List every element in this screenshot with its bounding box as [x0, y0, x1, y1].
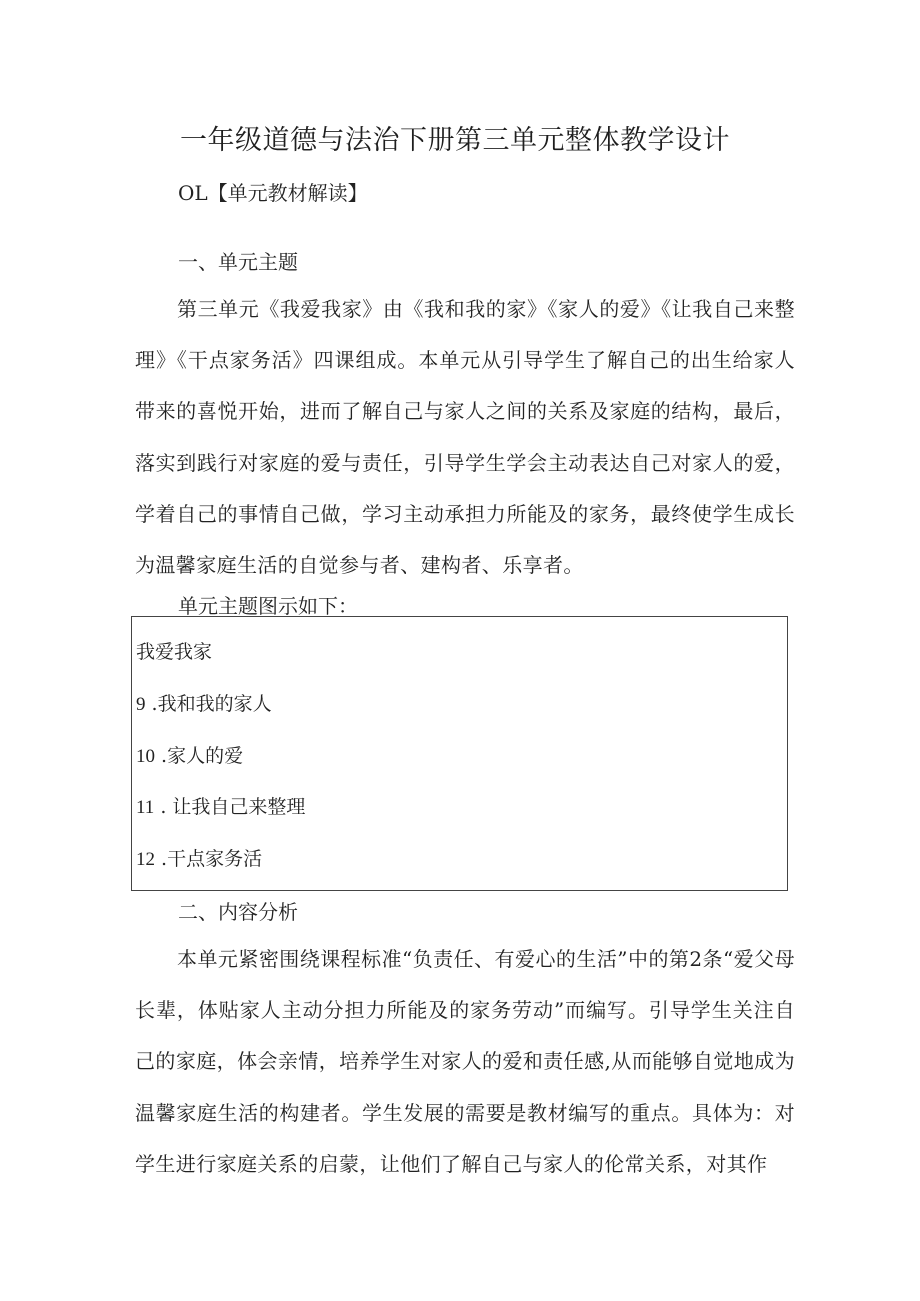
diagram-intro-text: 单元主题图示如下：	[178, 594, 358, 618]
list-item	[136, 689, 272, 716]
list-item	[136, 741, 243, 768]
list-item	[136, 844, 262, 871]
lesson-title: .我和我的家人	[145, 693, 272, 715]
lesson-number: 11	[136, 797, 155, 818]
document-title: 一年级道德与法治下册第三单元整体教学设计	[180, 125, 730, 156]
section-heading-unit-theme: 一、单元主题	[178, 250, 298, 274]
unit-theme-paragraph: 第三单元《我爱我家》由《我和我的家》《家人的爱》《让我自己来整理》《干点家务活》四课组成。本单元从引导学生了解自己的出生给家人带来的喜悦开始，进而了解自己与家人之间的关系及家庭的结构，最后，落实到践行对家庭的爱与责任，引导学生学会主动表达自己对家人的爱，学着自己的事情自己做，学习主动承担力所能及的家务，最终使学生成长为温馨家庭生活的自觉参与者、建构者、乐享者。	[135, 297, 795, 578]
unit-material-label: OL【单元教材解读】	[178, 181, 368, 205]
lesson-number: 10	[136, 746, 155, 767]
lesson-title: . 让我自己来整理	[154, 796, 306, 818]
lesson-number: 12	[136, 849, 155, 870]
theme-box-title: 我爱我家	[136, 641, 213, 663]
unit-theme-diagram-box	[131, 616, 788, 891]
lesson-title: .家人的爱	[155, 745, 244, 767]
lesson-title: .干点家务活	[155, 848, 263, 870]
lesson-number: 9	[136, 694, 146, 715]
list-item	[136, 792, 305, 819]
section-heading-content-analysis: 二、内容分析	[178, 900, 298, 924]
content-analysis-paragraph: 本单元紧密围绕课程标准“负责任、有爱心的生活”中的第2条“爱父母长辈，体贴家人主动分担力所能及的家务劳动”而编写。引导学生关注自己的家庭，体会亲情，培养学生对家人的爱和责任感,从而能够自觉地成为温馨家庭生活的构建者。学生发展的需要是教材编写的重点。具体为：对学生进行家庭关系的启蒙，让他们了解自己与家人的伦常关系，对其作	[135, 947, 795, 1176]
